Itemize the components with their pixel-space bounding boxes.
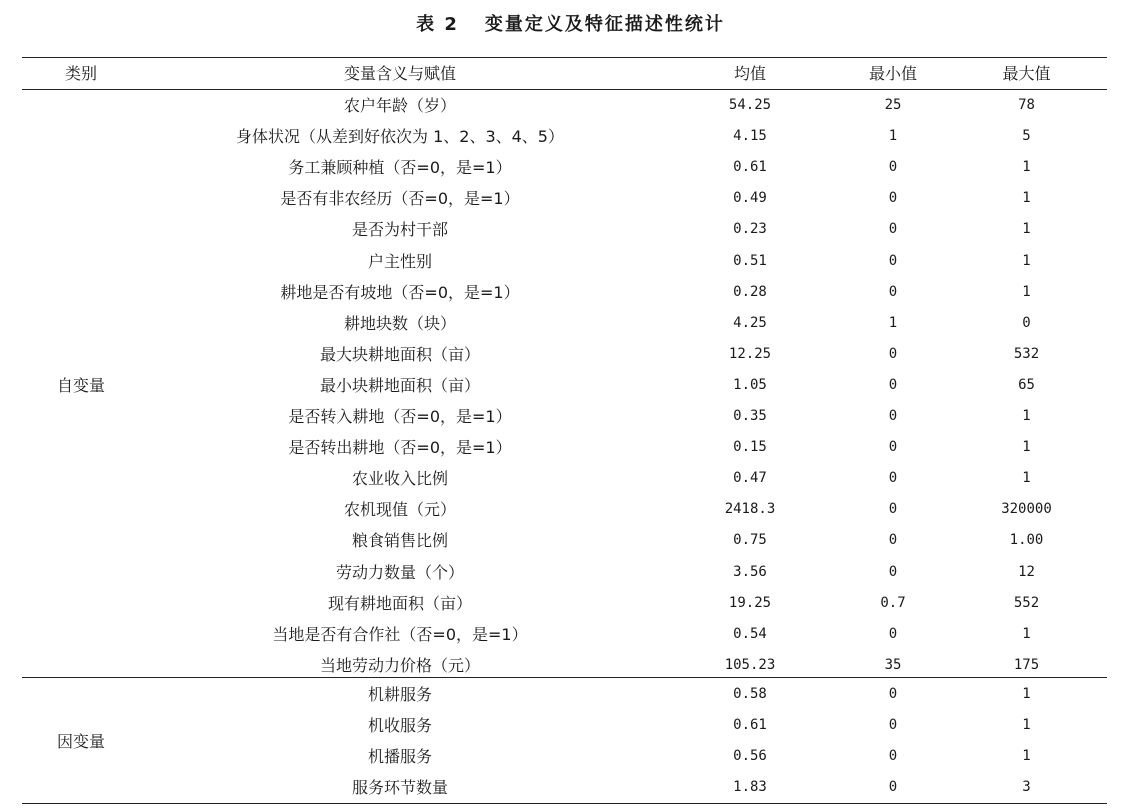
min-value: 0 — [888, 221, 898, 238]
min-value: 1 — [888, 128, 898, 145]
mean-value: 0.61 — [733, 717, 767, 734]
min-value: 1 — [888, 314, 898, 331]
max-value: 1 — [1022, 283, 1031, 300]
min-value: 0 — [888, 376, 898, 393]
table-row — [22, 619, 1107, 650]
table-row — [22, 494, 1107, 525]
category-label-independent: 自变量 — [56, 375, 105, 395]
variable-definition: 是否为村干部 — [351, 220, 448, 240]
header-max: 最大值 — [1002, 64, 1051, 83]
max-value: 3 — [1022, 779, 1031, 796]
mean-value: 0.28 — [733, 283, 767, 300]
mean-value: 54.25 — [728, 97, 772, 113]
min-value: 0 — [888, 625, 898, 642]
table-row — [22, 741, 1107, 772]
table-row — [22, 370, 1107, 401]
min-value: 0 — [888, 439, 898, 456]
max-value: 1 — [1022, 190, 1031, 207]
table-title-text: 变量定义及特征描述性统计 — [484, 14, 725, 35]
min-value: 0 — [888, 283, 898, 300]
variable-definition: 现有耕地面积（亩） — [327, 593, 472, 613]
mean-value: 105.23 — [724, 656, 776, 673]
mean-value: 1.05 — [733, 376, 767, 393]
mean-value: 0.15 — [733, 439, 767, 456]
variable-definition: 机收服务 — [367, 716, 432, 736]
table-row — [22, 339, 1107, 370]
mean-value: 0.47 — [733, 470, 767, 487]
min-value: 0.7 — [880, 594, 906, 611]
mean-value: 1.83 — [733, 779, 767, 796]
mean-value: 4.25 — [733, 314, 767, 331]
min-value: 0 — [888, 779, 898, 796]
variable-definition: 务工兼顾种植（否=0，是=1） — [288, 158, 512, 178]
max-value: 78 — [1018, 97, 1035, 113]
variable-definition: 机耕服务 — [367, 685, 432, 704]
max-value: 1 — [1022, 252, 1031, 269]
table-row — [22, 401, 1107, 432]
table-header — [22, 58, 1107, 89]
max-value: 0 — [1022, 314, 1031, 331]
mean-value: 12.25 — [728, 345, 772, 362]
max-value: 12 — [1018, 563, 1035, 580]
min-value: 25 — [884, 97, 902, 113]
max-value: 1.00 — [1009, 532, 1044, 549]
mean-value: 0.56 — [733, 748, 767, 765]
dependent-variables-group — [22, 679, 1107, 803]
max-value: 1 — [1022, 159, 1031, 176]
mean-value: 0.75 — [733, 532, 767, 549]
min-value: 0 — [888, 408, 898, 424]
max-value: 1 — [1022, 748, 1031, 765]
table-row — [22, 588, 1107, 619]
table-row — [22, 308, 1107, 339]
variable-definition: 劳动力数量（个） — [335, 562, 464, 582]
mean-value: 0.61 — [733, 159, 767, 176]
max-value: 5 — [1022, 128, 1031, 145]
mean-value: 4.15 — [733, 128, 767, 145]
mean-value: 0.23 — [733, 221, 767, 238]
mean-value: 0.51 — [733, 252, 767, 269]
max-value: 1 — [1022, 470, 1031, 487]
table-row — [22, 183, 1107, 214]
min-value: 0 — [888, 563, 898, 580]
table-row — [22, 772, 1107, 803]
max-value: 1 — [1022, 625, 1031, 642]
mean-value: 0.35 — [733, 408, 767, 424]
header-mean: 均值 — [733, 64, 766, 83]
max-value: 175 — [1013, 656, 1040, 673]
max-value: 1 — [1022, 408, 1031, 424]
header-min: 最小值 — [868, 64, 917, 83]
variable-definition: 当地是否有合作社（否=0，是=1） — [272, 624, 528, 644]
mean-value: 0.49 — [733, 190, 767, 207]
table-row — [22, 557, 1107, 588]
max-value: 1 — [1022, 686, 1031, 702]
table-row — [22, 152, 1107, 183]
mean-value: 2418.3 — [724, 501, 776, 518]
variable-definition: 农户年龄（岁） — [343, 96, 456, 115]
variable-definition: 农业收入比例 — [351, 469, 448, 489]
table-row — [22, 277, 1107, 308]
table-row — [22, 214, 1107, 245]
variable-definition: 粮食销售比例 — [351, 531, 448, 551]
min-value: 0 — [888, 717, 898, 734]
variable-definition: 机播服务 — [367, 747, 432, 767]
mean-value: 3.56 — [733, 563, 767, 580]
table-row — [22, 463, 1107, 494]
min-value: 0 — [888, 345, 898, 362]
variable-definition: 是否转入耕地（否=0，是=1） — [288, 407, 512, 426]
min-value: 0 — [888, 686, 898, 702]
max-value: 1 — [1022, 439, 1031, 456]
table-title — [0, 10, 1141, 40]
min-value: 0 — [888, 252, 898, 269]
max-value: 320000 — [1001, 501, 1052, 518]
min-value: 0 — [888, 159, 898, 176]
min-value: 0 — [888, 748, 898, 765]
table-row — [22, 525, 1107, 556]
variable-definition: 农机现值（元） — [343, 500, 456, 520]
table-row — [22, 679, 1107, 710]
min-value: 35 — [884, 656, 902, 673]
max-value: 532 — [1013, 345, 1040, 362]
variable-definition: 服务环节数量 — [351, 778, 448, 798]
variable-definition: 耕地块数（块） — [343, 313, 456, 333]
mean-value: 0.54 — [733, 625, 767, 642]
variable-definition: 户主性别 — [367, 251, 432, 271]
variable-definition: 最大块耕地面积（亩） — [319, 344, 480, 364]
independent-variables-group — [22, 90, 1107, 681]
min-value: 0 — [888, 501, 898, 518]
group-separator-rule — [22, 677, 1107, 678]
table-row — [22, 710, 1107, 741]
category-label-dependent: 因变量 — [56, 731, 105, 751]
variable-definition: 最小块耕地面积（亩） — [319, 375, 480, 395]
table-row — [22, 432, 1107, 463]
min-value: 0 — [888, 190, 898, 207]
variable-definition: 身体状况（从差到好依次为 1、2、3、4、5） — [236, 127, 564, 147]
bottom-rule — [22, 803, 1107, 804]
min-value: 0 — [888, 532, 898, 549]
variable-definition: 是否有非农经历（否=0，是=1） — [280, 189, 520, 209]
min-value: 0 — [888, 470, 898, 487]
max-value: 552 — [1013, 594, 1040, 611]
table-row — [22, 246, 1107, 277]
max-value: 65 — [1018, 376, 1035, 393]
header-definition: 变量含义与赋值 — [343, 64, 456, 83]
max-value: 1 — [1022, 221, 1031, 238]
max-value: 1 — [1022, 717, 1031, 734]
variable-definition: 耕地是否有坡地（否=0，是=1） — [280, 282, 520, 302]
table-row — [22, 90, 1107, 121]
table-number: 表 2 — [416, 14, 459, 35]
variable-definition: 是否转出耕地（否=0，是=1） — [288, 438, 512, 458]
table-row — [22, 121, 1107, 152]
variable-definition: 当地劳动力价格（元） — [319, 655, 480, 675]
header-category: 类别 — [64, 64, 97, 83]
mean-value: 19.25 — [728, 594, 772, 611]
mean-value: 0.58 — [733, 686, 767, 702]
